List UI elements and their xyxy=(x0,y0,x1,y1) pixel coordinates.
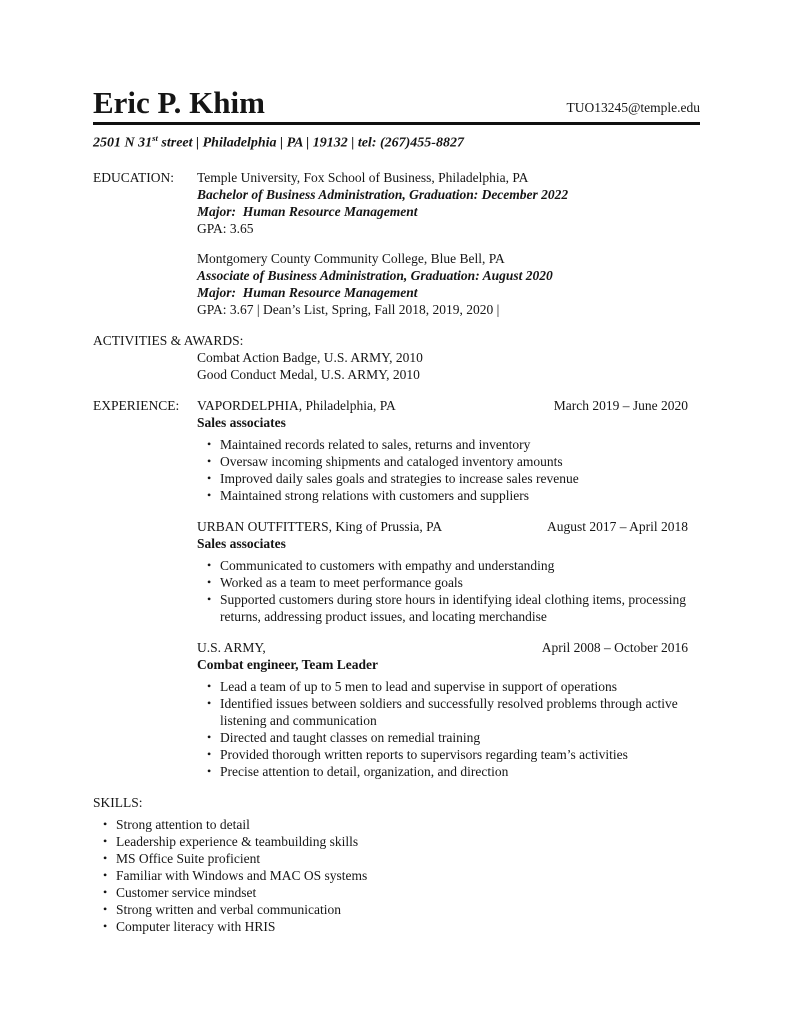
bullet-icon: • xyxy=(207,487,212,502)
header xyxy=(93,86,700,125)
bullet-icon: • xyxy=(207,470,212,485)
activities-content xyxy=(197,349,700,383)
list-item xyxy=(103,884,700,901)
bullet-text: Familiar with Windows and MAC OS systems xyxy=(116,867,368,883)
bullet-icon: • xyxy=(103,816,108,831)
company: VAPORDELPHIA, Philadelphia, PA xyxy=(197,397,396,413)
list-item xyxy=(207,695,700,729)
list-item xyxy=(103,816,700,833)
experience-section xyxy=(93,397,700,780)
gpa: GPA: 3.65 xyxy=(197,220,254,236)
list-item xyxy=(103,867,700,884)
bullet-text: Maintained strong relations with customers and suppliers xyxy=(220,487,529,503)
list-item xyxy=(207,436,700,453)
award-item: Combat Action Badge, U.S. ARMY, 2010 xyxy=(197,349,423,365)
experience-label: EXPERIENCE: xyxy=(93,397,180,413)
email-address: TUO13245@temple.edu xyxy=(566,100,700,115)
job-header xyxy=(197,397,700,414)
bullet-text: Lead a team of up to 5 men to lead and supervise in support of operations xyxy=(220,678,618,694)
bullet-text: Strong attention to detail xyxy=(116,816,250,832)
bullet-text: Maintained records related to sales, returns and inventory xyxy=(220,436,531,452)
list-item xyxy=(207,591,700,625)
list-item xyxy=(207,487,700,504)
contact-line xyxy=(93,130,700,152)
list-item xyxy=(103,901,700,918)
bullet-icon: • xyxy=(207,557,212,572)
bullet-text: Directed and taught classes on remedial training xyxy=(220,729,481,745)
address-street: 2501 N 31 xyxy=(93,135,153,151)
major: Major: Human Resource Management xyxy=(197,203,418,219)
job-header xyxy=(197,639,700,656)
education-entry xyxy=(197,250,700,318)
job-dates: August 2017 – April 2018 xyxy=(546,518,688,534)
activities-section xyxy=(93,332,700,383)
job-title: Combat engineer, Team Leader xyxy=(197,656,378,672)
bullet-icon: • xyxy=(103,884,108,899)
bullet-text: Strong written and verbal communication xyxy=(116,901,341,917)
education-content xyxy=(197,169,700,318)
bullet-icon: • xyxy=(207,695,212,710)
activities-label: ACTIVITIES & AWARDS: xyxy=(93,332,244,348)
skills-list xyxy=(93,816,700,935)
gpa: GPA: 3.67 | Dean’s List, Spring, Fall 2018, 2019, 2020 | xyxy=(197,301,500,317)
bullet-text: Supported customers during store hours in identifying ideal clothing items, processing returns, addressing product issues, and locating merchandise xyxy=(220,591,687,624)
degree: Bachelor of Business Administration, Graduation: December 2022 xyxy=(197,186,569,202)
bullet-icon: • xyxy=(103,901,108,916)
list-item xyxy=(103,833,700,850)
job-bullet-list xyxy=(197,557,700,625)
bullet-icon: • xyxy=(207,436,212,451)
list-item xyxy=(207,574,700,591)
bullet-text: Worked as a team to meet performance goals xyxy=(220,574,463,590)
person-name: Eric P. Khim xyxy=(93,85,265,120)
bullet-text: Leadership experience & teambuilding skills xyxy=(116,833,359,849)
experience-content xyxy=(197,397,700,780)
job-dates: April 2008 – October 2016 xyxy=(541,639,688,655)
bullet-icon: • xyxy=(207,591,212,606)
job-title: Sales associates xyxy=(197,535,286,551)
degree: Associate of Business Administration, Graduation: August 2020 xyxy=(197,267,553,283)
job-entry xyxy=(197,518,700,625)
bullet-icon: • xyxy=(207,746,212,761)
bullet-text: Computer literacy with HRIS xyxy=(116,918,276,934)
list-item xyxy=(207,470,700,487)
list-item xyxy=(207,453,700,470)
bullet-icon: • xyxy=(103,867,108,882)
address-rest: street | Philadelphia | PA | 19132 | tel: (267)455-8827 xyxy=(157,135,464,151)
bullet-text: MS Office Suite proficient xyxy=(116,850,261,866)
bullet-icon: • xyxy=(103,833,108,848)
bullet-icon: • xyxy=(207,729,212,744)
list-item xyxy=(207,746,700,763)
education-label: EDUCATION: xyxy=(93,169,174,185)
bullet-text: Identified issues between soldiers and successfully resolved problems through active listening and communication xyxy=(220,695,678,728)
institution: Temple University, Fox School of Business, Philadelphia, PA xyxy=(197,169,529,185)
job-bullet-list xyxy=(197,436,700,504)
job-header xyxy=(197,518,700,535)
job-dates: March 2019 – June 2020 xyxy=(553,397,688,413)
institution: Montgomery County Community College, Blue Bell, PA xyxy=(197,250,505,266)
award-item: Good Conduct Medal, U.S. ARMY, 2010 xyxy=(197,366,420,382)
skills-section xyxy=(93,794,700,935)
education-entry xyxy=(197,169,700,237)
bullet-text: Provided thorough written reports to supervisors regarding team’s activities xyxy=(220,746,628,762)
bullet-text: Oversaw incoming shipments and cataloged inventory amounts xyxy=(220,453,563,469)
list-item xyxy=(103,918,700,935)
list-item xyxy=(207,729,700,746)
list-item xyxy=(207,763,700,780)
major: Major: Human Resource Management xyxy=(197,284,418,300)
bullet-text: Precise attention to detail, organization, and direction xyxy=(220,763,509,779)
education-section xyxy=(93,169,700,318)
job-bullet-list xyxy=(197,678,700,780)
bullet-icon: • xyxy=(207,763,212,778)
job-title: Sales associates xyxy=(197,414,286,430)
list-item xyxy=(103,850,700,867)
bullet-icon: • xyxy=(207,453,212,468)
bullet-text: Communicated to customers with empathy and understanding xyxy=(220,557,555,573)
bullet-text: Improved daily sales goals and strategies to increase sales revenue xyxy=(220,470,579,486)
company: U.S. ARMY, xyxy=(197,639,266,655)
list-item xyxy=(207,678,700,695)
bullet-icon: • xyxy=(207,678,212,693)
company: URBAN OUTFITTERS, King of Prussia, PA xyxy=(197,518,443,534)
bullet-text: Customer service mindset xyxy=(116,884,257,900)
list-item xyxy=(207,557,700,574)
skills-label: SKILLS: xyxy=(93,794,143,810)
address-ordinal: st xyxy=(152,133,158,143)
job-entry xyxy=(197,639,700,780)
bullet-icon: • xyxy=(207,574,212,589)
bullet-icon: • xyxy=(103,918,108,933)
job-entry xyxy=(197,397,700,504)
bullet-icon: • xyxy=(103,850,108,865)
